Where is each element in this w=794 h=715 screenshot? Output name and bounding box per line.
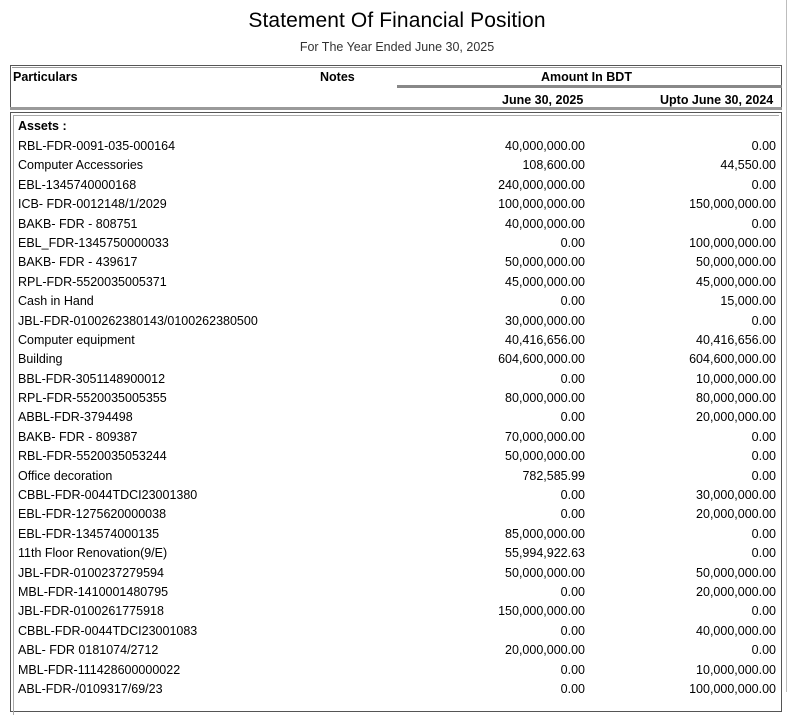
row-amount-current: 0.00 — [560, 507, 585, 522]
table-row — [0, 467, 794, 486]
table-row — [0, 428, 794, 447]
table-row — [0, 389, 794, 408]
row-particular: Building — [18, 352, 63, 367]
row-amount-current: 0.00 — [560, 488, 585, 503]
row-amount-current: 70,000,000.00 — [505, 429, 585, 444]
row-amount-current: 40,000,000.00 — [505, 139, 585, 153]
row-amount-current: 100,000,000.00 — [498, 197, 585, 212]
row-amount-current: 20,000,000.00 — [505, 643, 585, 658]
row-particular: EBL-FDR-134574000135 — [18, 526, 160, 541]
row-amount-previous: 44,550.00 — [720, 158, 776, 173]
header-notes: Notes — [320, 70, 355, 84]
table-row — [0, 331, 794, 350]
row-amount-current: 0.00 — [560, 294, 585, 309]
row-amount-current: 85,000,000.00 — [505, 526, 585, 541]
row-amount-previous: 40,416,656.00 — [696, 332, 776, 347]
header-previous-year: Upto June 30, 2024 — [660, 93, 774, 107]
row-particular: MBL-FDR-111428600000022 — [18, 662, 181, 677]
row-amount-current: 45,000,000.00 — [505, 274, 585, 289]
header-divider — [12, 67, 780, 68]
row-amount-previous: 50,000,000.00 — [696, 565, 776, 580]
row-particular: Computer equipment — [18, 332, 135, 347]
row-amount-current: 50,000,000.00 — [505, 449, 585, 464]
row-particular: BAKB- FDR - 809387 — [18, 429, 138, 444]
row-amount-previous: 0.00 — [751, 216, 776, 231]
table-row — [0, 195, 794, 214]
row-particular: ICB- FDR-0012148/1/2029 — [18, 197, 167, 212]
table-row — [0, 350, 794, 369]
table-row — [0, 622, 794, 641]
row-amount-previous: 50,000,000.00 — [696, 255, 776, 270]
row-amount-current: 604,600,000.00 — [498, 352, 585, 367]
table-row — [0, 486, 794, 505]
row-amount-current: 40,000,000.00 — [505, 216, 585, 231]
table-row — [0, 176, 794, 195]
table-row — [0, 641, 794, 660]
table-row — [0, 292, 794, 311]
row-amount-previous: 100,000,000.00 — [689, 235, 776, 250]
row-amount-current: 0.00 — [560, 681, 585, 696]
row-amount-previous: 40,000,000.00 — [696, 623, 776, 638]
row-particular: Cash in Hand — [18, 294, 94, 309]
row-amount-previous: 10,000,000.00 — [696, 662, 776, 677]
row-particular: JBL-FDR-0100262380143/0100262380500 — [18, 313, 258, 328]
section-assets-label: Assets : — [18, 119, 67, 133]
table-row — [0, 253, 794, 272]
table-row — [0, 273, 794, 292]
row-amount-current: 0.00 — [560, 662, 585, 677]
row-amount-current: 240,000,000.00 — [498, 177, 585, 192]
row-particular: RBL-FDR-0091-035-000164 — [18, 139, 176, 153]
header-current-year: June 30, 2025 — [502, 93, 584, 107]
row-amount-previous: 20,000,000.00 — [696, 410, 776, 425]
row-amount-current: 40,416,656.00 — [505, 332, 585, 347]
table-row — [0, 137, 794, 156]
row-amount-current: 50,000,000.00 — [505, 255, 585, 270]
row-amount-previous: 80,000,000.00 — [696, 391, 776, 406]
table-row — [0, 408, 794, 427]
table-row — [0, 215, 794, 234]
amount-header-rule — [397, 85, 782, 88]
row-amount-current: 50,000,000.00 — [505, 565, 585, 580]
row-amount-previous: 20,000,000.00 — [696, 507, 776, 522]
row-amount-current: 30,000,000.00 — [505, 313, 585, 328]
row-particular: BBL-FDR-3051148900012 — [18, 371, 166, 386]
header-bottom-rule — [10, 107, 782, 110]
row-amount-previous: 10,000,000.00 — [696, 371, 776, 386]
row-particular: RBL-FDR-5520035053244 — [18, 449, 167, 464]
row-particular: Office decoration — [18, 468, 113, 483]
row-amount-current: 0.00 — [560, 235, 585, 250]
row-amount-previous: 0.00 — [751, 526, 776, 541]
table-row — [0, 661, 794, 680]
row-amount-previous: 0.00 — [751, 177, 776, 192]
table-row — [0, 544, 794, 563]
row-particular: RPL-FDR-5520035005355 — [18, 391, 167, 406]
row-amount-previous: 20,000,000.00 — [696, 584, 776, 599]
row-amount-current: 150,000,000.00 — [498, 604, 585, 619]
header-particulars: Particulars — [13, 70, 78, 84]
header-amount: Amount In BDT — [541, 70, 632, 84]
row-particular: 11th Floor Renovation(9/E) — [18, 546, 168, 561]
row-amount-previous: 0.00 — [751, 139, 776, 153]
table-row — [0, 564, 794, 583]
page-title: Statement Of Financial Position — [248, 9, 546, 32]
row-amount-previous: 0.00 — [751, 313, 776, 328]
table-row — [0, 525, 794, 544]
row-particular: BAKB- FDR - 808751 — [18, 216, 138, 231]
row-amount-current: 0.00 — [560, 371, 585, 386]
row-particular: CBBL-FDR-0044TDCI23001380 — [18, 488, 198, 503]
table-row — [0, 234, 794, 253]
row-amount-previous: 604,600,000.00 — [689, 352, 776, 367]
row-amount-previous: 45,000,000.00 — [696, 274, 776, 289]
row-particular: ABL- FDR 0181074/2712 — [18, 643, 159, 658]
table-row — [0, 312, 794, 331]
row-amount-current: 80,000,000.00 — [505, 391, 585, 406]
table-row — [0, 583, 794, 602]
table-row — [0, 370, 794, 389]
row-particular: EBL-1345740000168 — [18, 177, 137, 192]
row-amount-previous: 0.00 — [751, 468, 776, 483]
row-particular: ABBL-FDR-3794498 — [18, 410, 133, 425]
row-amount-current: 0.00 — [560, 623, 585, 638]
table-row — [0, 680, 794, 699]
row-particular: CBBL-FDR-0044TDCI23001083 — [18, 623, 198, 638]
row-amount-previous: 0.00 — [751, 429, 776, 444]
row-amount-previous: 150,000,000.00 — [689, 197, 776, 212]
row-amount-current: 55,994,922.63 — [505, 546, 585, 561]
row-particular: RPL-FDR-5520035005371 — [18, 274, 167, 289]
row-particular: JBL-FDR-0100237279594 — [18, 565, 164, 580]
row-particular: EBL_FDR-1345750000033 — [18, 235, 169, 250]
row-amount-previous: 0.00 — [751, 643, 776, 658]
row-amount-previous: 100,000,000.00 — [689, 681, 776, 696]
row-particular: ABL-FDR-/0109317/69/23 — [18, 681, 163, 696]
row-particular: JBL-FDR-0100261775918 — [18, 604, 164, 619]
page-subtitle: For The Year Ended June 30, 2025 — [299, 40, 495, 54]
table-row — [0, 156, 794, 175]
table-row — [0, 505, 794, 524]
row-particular: Computer Accessories — [18, 158, 144, 173]
table-row — [0, 447, 794, 466]
row-amount-current: 782,585.99 — [522, 468, 585, 483]
row-amount-current: 108,600.00 — [522, 158, 585, 173]
row-particular: BAKB- FDR - 439617 — [18, 255, 138, 270]
table-row — [0, 602, 794, 621]
row-amount-previous: 0.00 — [751, 449, 776, 464]
table-rows — [0, 137, 794, 699]
row-particular: MBL-FDR-1410001480795 — [18, 584, 169, 599]
row-amount-current: 0.00 — [560, 410, 585, 425]
row-amount-current: 0.00 — [560, 584, 585, 599]
row-amount-previous: 0.00 — [751, 546, 776, 561]
row-amount-previous: 0.00 — [751, 604, 776, 619]
row-particular: EBL-FDR-1275620000038 — [18, 507, 167, 522]
row-amount-previous: 15,000.00 — [720, 294, 776, 309]
row-amount-previous: 30,000,000.00 — [696, 488, 776, 503]
